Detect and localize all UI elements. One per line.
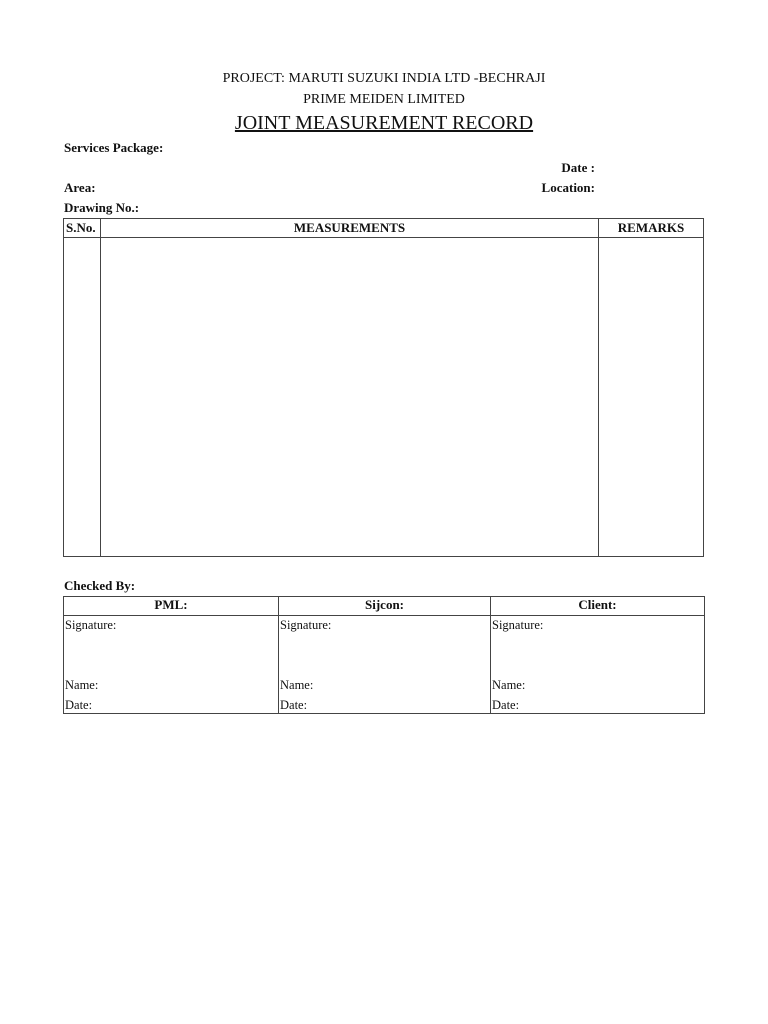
remarks-column-header: REMARKS [599,219,704,238]
measurements-column-header: MEASUREMENTS [101,219,599,238]
pml-header: PML: [64,597,279,616]
date-label: Date : [561,160,595,175]
name-label: Name: [492,678,526,692]
sno-column-header: S.No. [64,219,101,238]
area-label: Area: [64,180,96,195]
company-heading: PRIME MEIDEN LIMITED [303,92,465,107]
date-label: Date: [280,698,308,712]
drawing-no-label: Drawing No.: [64,200,140,215]
signature-table-header [64,597,705,616]
name-label: Name: [280,678,314,692]
signature-label: Signature: [65,618,117,632]
sno-cell [64,238,101,557]
sijcon-header: Sijcon: [279,597,491,616]
location-label: Location: [541,180,595,195]
document-title: JOINT MEASUREMENT RECORD [234,112,534,134]
signature-label: Signature: [280,618,332,632]
measurements-cell [101,238,599,557]
measurement-table [63,218,704,557]
signature-table [63,596,705,714]
signature-label: Signature: [492,618,544,632]
date-label: Date: [65,698,93,712]
client-header: Client: [491,597,705,616]
remarks-cell [599,238,704,557]
name-label: Name: [65,678,99,692]
services-package-label: Services Package: [64,140,164,155]
signature-row [64,616,705,714]
client-signature-cell [491,616,705,714]
sijcon-signature-cell [279,616,491,714]
project-heading: PROJECT: MARUTI SUZUKI INDIA LTD -BECHRAJI [222,71,546,86]
table-row [64,238,704,557]
checked-by-label: Checked By: [64,578,136,593]
date-label: Date: [492,698,520,712]
measurement-table-header [64,219,704,238]
pml-signature-cell [64,616,279,714]
